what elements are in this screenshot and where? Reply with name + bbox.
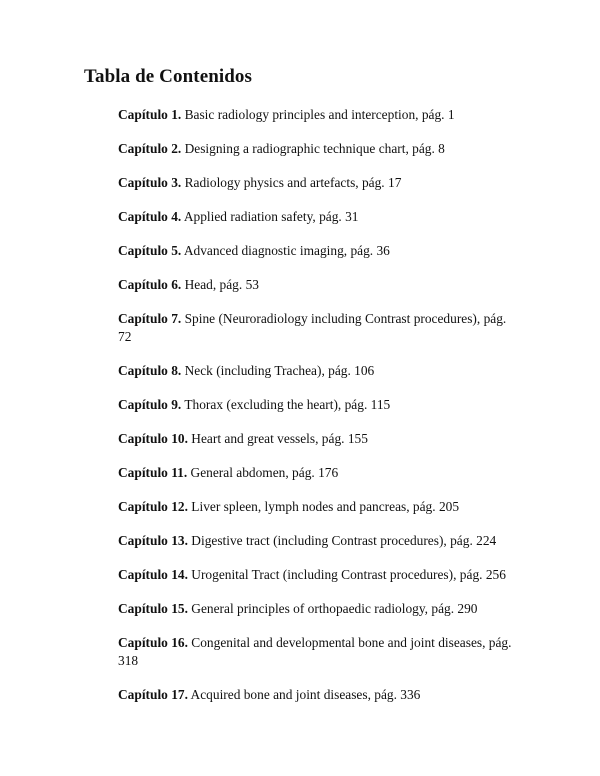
chapter-number: Capítulo 16. [118, 635, 188, 650]
toc-entry-16 [118, 634, 520, 670]
chapter-title: Neck (including Trachea), pág. 106 [181, 363, 375, 378]
toc-entry-10 [118, 430, 520, 448]
toc-entry-3 [118, 174, 520, 192]
chapter-number: Capítulo 5. [118, 243, 182, 258]
chapter-number: Capítulo 14. [118, 567, 188, 582]
chapter-title: Congenital and developmental bone and joint diseases, pág. 318 [118, 635, 512, 668]
chapter-number: Capítulo 3. [118, 175, 182, 190]
chapter-number: Capítulo 7. [118, 311, 182, 326]
toc-entry-13 [118, 532, 520, 550]
chapter-title: Digestive tract (including Contrast procedures), pág. 224 [187, 533, 497, 548]
toc-entry-2 [118, 140, 520, 158]
toc-entry-14 [118, 566, 520, 584]
toc-entry-4 [118, 208, 520, 226]
chapter-title: General abdomen, pág. 176 [187, 465, 339, 480]
chapter-title: Applied radiation safety, pág. 31 [181, 209, 359, 224]
toc-entry-9 [118, 396, 520, 414]
chapter-number: Capítulo 2. [118, 141, 182, 156]
toc-entry-8 [118, 362, 520, 380]
toc-entry-5 [118, 242, 520, 260]
chapter-number: Capítulo 17. [118, 687, 188, 702]
chapter-title: Heart and great vessels, pág. 155 [187, 431, 368, 446]
toc-entry-1 [118, 106, 520, 124]
chapter-title: Head, pág. 53 [181, 277, 259, 292]
toc-entry-11 [118, 464, 520, 482]
chapter-number: Capítulo 12. [118, 499, 188, 514]
toc-entry-6 [118, 276, 520, 294]
chapter-title: Radiology physics and artefacts, pág. 17 [181, 175, 402, 190]
toc-entry-7 [118, 310, 520, 346]
chapter-title: General principles of orthopaedic radiology, pág. 290 [187, 601, 478, 616]
chapter-number: Capítulo 15. [118, 601, 188, 616]
chapter-number: Capítulo 11. [118, 465, 188, 480]
toc-entry-12 [118, 498, 520, 516]
toc-list [118, 106, 520, 720]
chapter-title: Spine (Neuroradiology including Contrast procedures), pág. 72 [118, 311, 507, 344]
toc-entry-15 [118, 600, 520, 618]
chapter-number: Capítulo 8. [118, 363, 182, 378]
chapter-number: Capítulo 13. [118, 533, 188, 548]
page-title: Tabla de Contenidos [84, 66, 253, 87]
chapter-number: Capítulo 4. [118, 209, 182, 224]
chapter-title: Thorax (excluding the heart), pág. 115 [181, 397, 391, 412]
toc-entry-17 [118, 686, 520, 704]
chapter-title: Advanced diagnostic imaging, pág. 36 [181, 243, 390, 258]
chapter-title: Liver spleen, lymph nodes and pancreas, pág. 205 [187, 499, 460, 514]
chapter-title: Urogenital Tract (including Contrast procedures), pág. 256 [187, 567, 506, 582]
chapter-title: Basic radiology principles and interception, pág. 1 [181, 107, 455, 122]
chapter-number: Capítulo 1. [118, 107, 182, 122]
chapter-title: Designing a radiographic technique chart, pág. 8 [181, 141, 445, 156]
chapter-title: Acquired bone and joint diseases, pág. 336 [187, 687, 421, 702]
chapter-number: Capítulo 6. [118, 277, 182, 292]
chapter-number: Capítulo 9. [118, 397, 182, 412]
chapter-number: Capítulo 10. [118, 431, 188, 446]
